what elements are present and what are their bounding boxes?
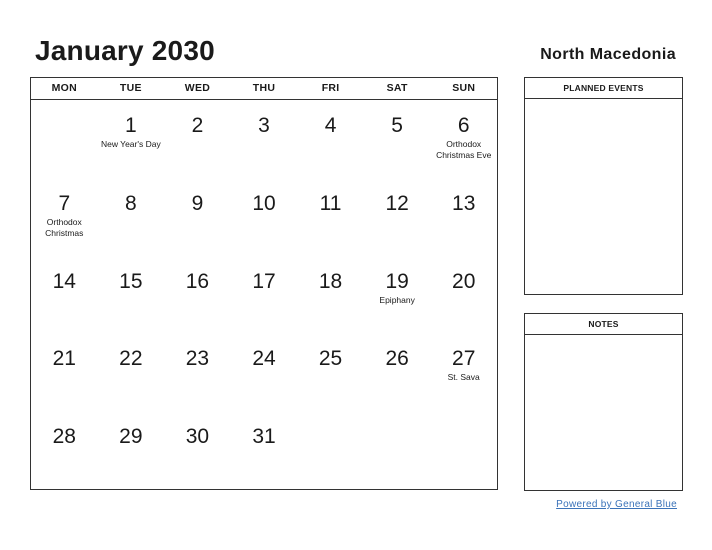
day-number: 5	[391, 114, 403, 137]
day-cell	[31, 178, 98, 256]
weekday-tue: TUE	[119, 82, 142, 94]
day-cell	[297, 100, 364, 178]
day-cell	[364, 333, 431, 411]
holiday-label: Orthodox Christmas Eve	[436, 139, 492, 160]
day-number: 6	[457, 114, 470, 137]
day-cell	[297, 256, 364, 334]
day-number: 13	[452, 191, 476, 215]
day-number: 27	[452, 347, 476, 371]
day-number: 30	[185, 425, 210, 449]
day-number: 26	[385, 347, 409, 371]
day-number: 3	[258, 114, 270, 137]
day-number: 17	[252, 269, 276, 293]
day-number: 14	[52, 269, 76, 293]
day-cell	[297, 411, 364, 489]
day-number: 9	[191, 191, 204, 215]
day-number: 16	[185, 269, 210, 293]
day-number: 25	[318, 347, 343, 371]
day-cell	[164, 178, 231, 256]
day-cell	[231, 100, 298, 178]
day-cell	[31, 411, 98, 489]
day-cell	[231, 411, 298, 489]
day-number: 10	[252, 191, 276, 215]
country-name: North Macedonia	[540, 46, 676, 63]
day-number: 22	[119, 347, 143, 371]
day-cell	[231, 256, 298, 334]
day-number: 19	[385, 269, 409, 293]
weekday-mon: MON	[51, 82, 77, 94]
day-cell	[98, 411, 165, 489]
holiday-label: Orthodox Christmas	[45, 216, 84, 238]
day-number: 15	[119, 269, 143, 293]
day-cell	[364, 100, 431, 178]
holiday-label: Epiphany	[379, 294, 415, 305]
day-cell	[297, 178, 364, 256]
day-cell	[31, 100, 98, 178]
day-cell	[164, 100, 231, 178]
notes-title: NOTES	[525, 314, 682, 335]
weekday-wed: WED	[184, 82, 211, 94]
day-cell	[98, 333, 165, 411]
planned-events-title: PLANNED EVENTS	[525, 78, 682, 99]
day-number: 4	[324, 114, 337, 137]
day-cell	[430, 333, 497, 411]
day-cell	[231, 178, 298, 256]
calendar-grid	[30, 77, 498, 490]
day-number: 20	[452, 269, 476, 293]
day-number: 31	[252, 425, 276, 449]
day-cell	[164, 411, 231, 489]
weekday-fri: FRI	[321, 82, 340, 94]
day-number: 8	[125, 191, 137, 215]
day-cell	[164, 256, 231, 334]
holiday-label: New Year's Day	[100, 139, 161, 149]
page-title: January 2030	[35, 35, 215, 66]
day-cell	[98, 100, 165, 178]
weekday-header-row	[31, 78, 497, 100]
day-cell	[430, 256, 497, 334]
day-cell	[98, 256, 165, 334]
day-number: 29	[119, 425, 143, 449]
day-cell	[297, 333, 364, 411]
powered-by-link[interactable]: Powered by General Blue	[556, 499, 677, 510]
day-number: 11	[319, 191, 342, 215]
day-number: 18	[318, 269, 343, 293]
notes-panel	[524, 313, 683, 491]
day-number: 2	[191, 114, 204, 137]
calendar-days	[31, 100, 497, 489]
day-number: 28	[52, 425, 76, 449]
day-number: 7	[58, 191, 71, 215]
day-number: 24	[252, 347, 276, 371]
day-cell	[31, 333, 98, 411]
day-number: 12	[385, 191, 409, 215]
day-number: 23	[185, 347, 210, 371]
day-cell	[231, 333, 298, 411]
day-cell	[364, 178, 431, 256]
day-cell	[164, 333, 231, 411]
day-cell	[430, 178, 497, 256]
day-cell	[31, 256, 98, 334]
weekday-sat: SAT	[386, 82, 408, 94]
day-cell	[98, 178, 165, 256]
day-cell	[430, 100, 497, 178]
day-cell	[364, 411, 431, 489]
planned-events-panel	[524, 77, 683, 295]
weekday-sun: SUN	[452, 82, 476, 94]
day-cell	[430, 411, 497, 489]
day-number: 1	[125, 114, 137, 137]
weekday-thu: THU	[252, 82, 276, 94]
holiday-label: St. Sava	[447, 372, 480, 383]
day-number: 21	[52, 347, 76, 371]
day-cell	[364, 256, 431, 334]
